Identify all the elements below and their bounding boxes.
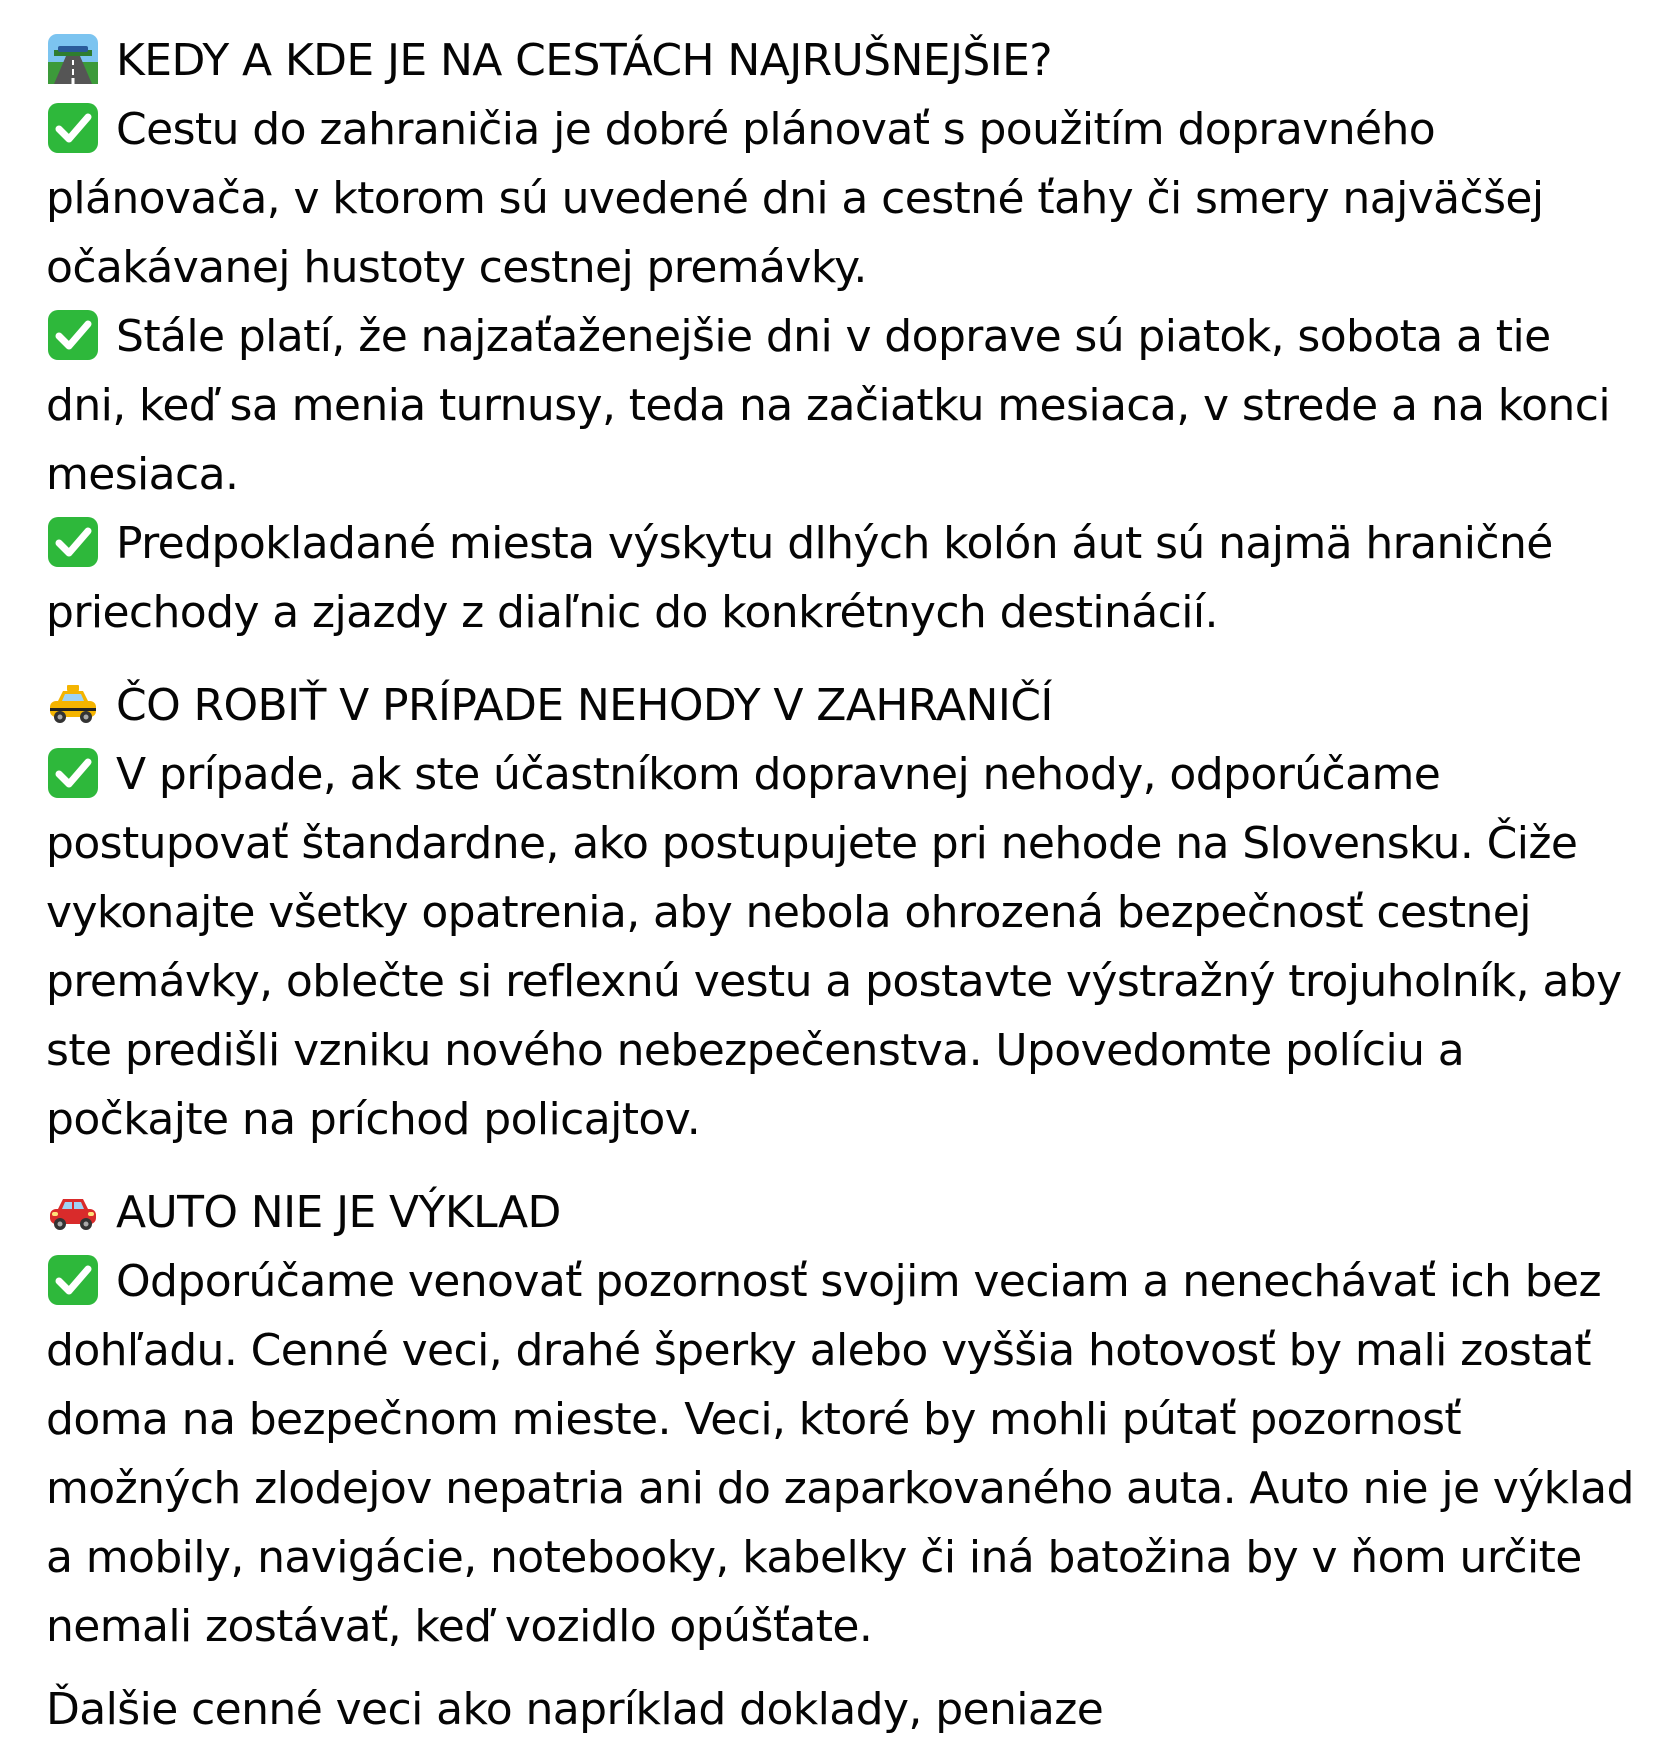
section-title: ČO ROBIŤ V PRÍPADE NEHODY V ZAHRANIČÍ (116, 680, 1053, 731)
item-text: V prípade, ak ste účastníkom dopravnej nehody, odporúčame postupovať štandardne, ako postupujete pri nehode na Slovensku. Čiže vykonajte všetky opatrenia, aby nebola ohrozená bezpečnosť cestnej premávky, oblečte si reflexnú vestu a postavte výstražný trojuholník, aby ste predišli vzniku nového nebezpečenstva. Upovedomte políciu a počkajte na príchod policajtov. (46, 749, 1622, 1145)
cutoff-text: Ďalšie cenné veci ako napríklad doklady, peniaze (46, 1684, 1104, 1735)
section-heading (46, 1178, 1640, 1247)
cutoff-text-line (46, 1661, 1640, 1735)
item-text: Cestu do zahraničia je dobré plánovať s použitím dopravného plánovača, v ktorom sú uvedené dni a cestné ťahy či smery najväčšej očakávanej hustoty cestnej premávky. (46, 104, 1544, 293)
list-item (46, 302, 1640, 509)
section-heading (46, 671, 1640, 740)
check-mark-icon (46, 746, 100, 800)
red-car-icon (46, 1184, 100, 1238)
taxi-icon (46, 677, 100, 731)
item-text: Odporúčame venovať pozornosť svojim veciam a nenechávať ich bez dohľadu. Cenné veci, drahé šperky alebo vyššia hotovosť by mali zostať doma na bezpečnom mieste. Veci, ktoré by mohli pútať pozornosť možných zlodejov nepatria ani do zaparkovaného auta. Auto nie je výklad a mobily, navigácie, notebooky, kabelky či iná batožina by v ňom určite nemali zostávať, keď vozidlo opúšťate. (46, 1256, 1634, 1652)
section-accident (46, 671, 1640, 1154)
section-title: KEDY A KDE JE NA CESTÁCH NAJRUŠNEJŠIE? (116, 35, 1053, 86)
motorway-icon (46, 32, 100, 86)
list-item (46, 740, 1640, 1154)
section-traffic (46, 26, 1640, 647)
section-title: AUTO NIE JE VÝKLAD (116, 1187, 561, 1238)
list-item (46, 509, 1640, 647)
check-mark-icon (46, 515, 100, 569)
check-mark-icon (46, 1253, 100, 1307)
check-mark-icon (46, 101, 100, 155)
section-heading (46, 26, 1640, 95)
list-item (46, 1247, 1640, 1661)
check-mark-icon (46, 308, 100, 362)
list-item (46, 95, 1640, 302)
section-car-not-showcase (46, 1178, 1640, 1735)
item-text: Stále platí, že najzaťaženejšie dni v doprave sú piatok, sobota a tie dni, keď sa menia turnusy, teda na začiatku mesiaca, v strede a na konci mesiaca. (46, 311, 1610, 500)
item-text: Predpokladané miesta výskytu dlhých kolón áut sú najmä hraničné priechody a zjazdy z diaľnic do konkrétnych destinácií. (46, 518, 1553, 638)
